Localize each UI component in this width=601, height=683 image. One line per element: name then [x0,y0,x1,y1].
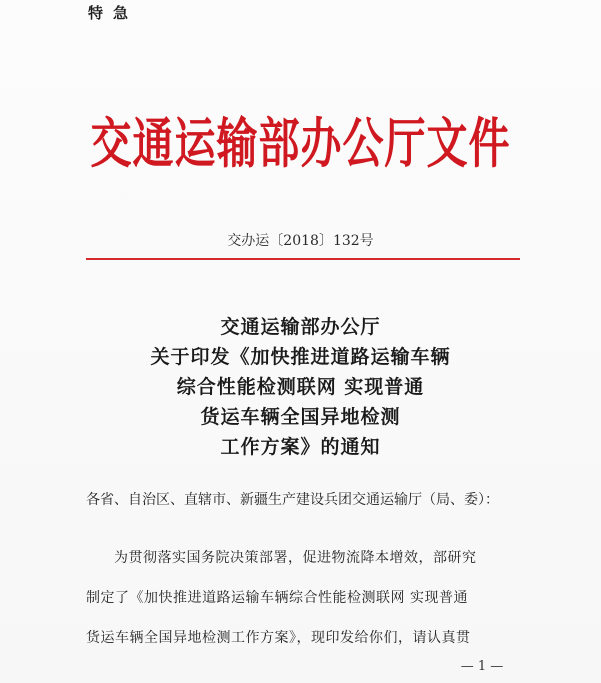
title-line: 货运车辆全国异地检测 [200,406,401,428]
salutation: 各省、自治区、直辖市、新疆生产建设兵团交通运输厅（局、委）： [86,492,499,508]
notice-title [0,312,601,462]
body-line: 货运车辆全国异地检测工作方案》，现印发给你们，请认真贯 [86,630,471,646]
body-line: 为贯彻落实国务院决策部署，促进物流降本增效，部研究 [114,550,477,566]
title-line: 工作方案》的通知 [220,436,381,458]
title-line: 关于印发《加快推进道路运输车辆 [150,346,451,368]
document-number: 交办运〔2018〕132号 [227,233,374,249]
urgency-label: 特急 [88,4,139,22]
body-paragraph [86,538,526,658]
page-number: — 1 — [460,659,504,674]
title-line: 交通运输部办公厅 [220,316,381,338]
masthead-title: 交通运输部办公厅文件 [90,111,511,176]
body-line: 制定了《加快推进道路运输车辆综合性能检测联网 实现普通 [86,590,468,606]
red-separator-line [86,258,520,260]
title-line: 综合性能检测联网 实现普通 [176,376,425,398]
